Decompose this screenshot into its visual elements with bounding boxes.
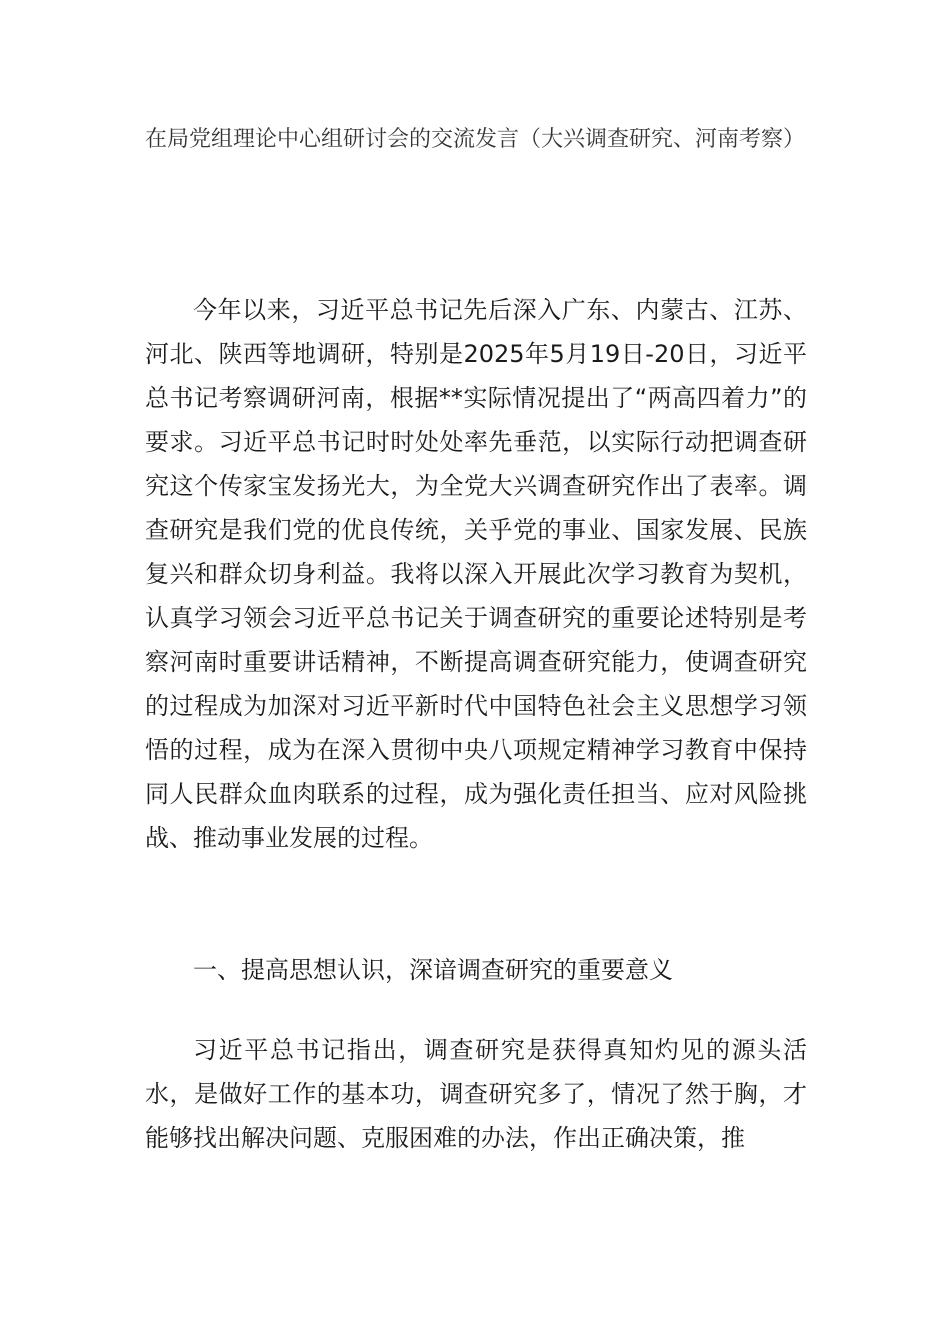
paragraph-section-1: 习近平总书记指出，调查研究是获得真知灼见的源头活水，是做好工作的基本功，调查研究多了，情况了然于胸，才能够找出解决问题、克服困难的办法，作出正确决策，推 <box>145 1036 807 1152</box>
section-heading: 一、提高思想认识，深谙调查研究的重要意义 <box>193 956 673 984</box>
paragraph-intro: 今年以来，习近平总书记先后深入广东、内蒙古、江苏、河北、陕西等地调研，特别是2025年5月19日-20日，习近平总书记考察调研河南，根据**实际情况提出了“两高四着力”的要求。习近平总书记时时处处率先垂范，以实际行动把调查研究这个传家宝发扬光大，为全党大兴调查研究作出了表率。调查研究是我们党的优良传统，关乎党的事业、国家发展、民族复兴和群众切身利益。我将以深入开展此次学习教育为契机，认真学习领会习近平总书记关于调查研究的重要论述特别是考察河南时重要讲话精神，不断提高调查研究能力，使调查研究的过程成为加深对习近平新时代中国特色社会主义思想学习领悟的过程，成为在深入贯彻中央八项规定精神学习教育中保持同人民群众血肉联系的过程，成为强化责任担当、应对风险挑战、推动事业发展的过程。 <box>145 296 807 852</box>
document-title: 在局党组理论中心组研讨会的交流发言（大兴调查研究、河南考察） <box>145 127 806 152</box>
